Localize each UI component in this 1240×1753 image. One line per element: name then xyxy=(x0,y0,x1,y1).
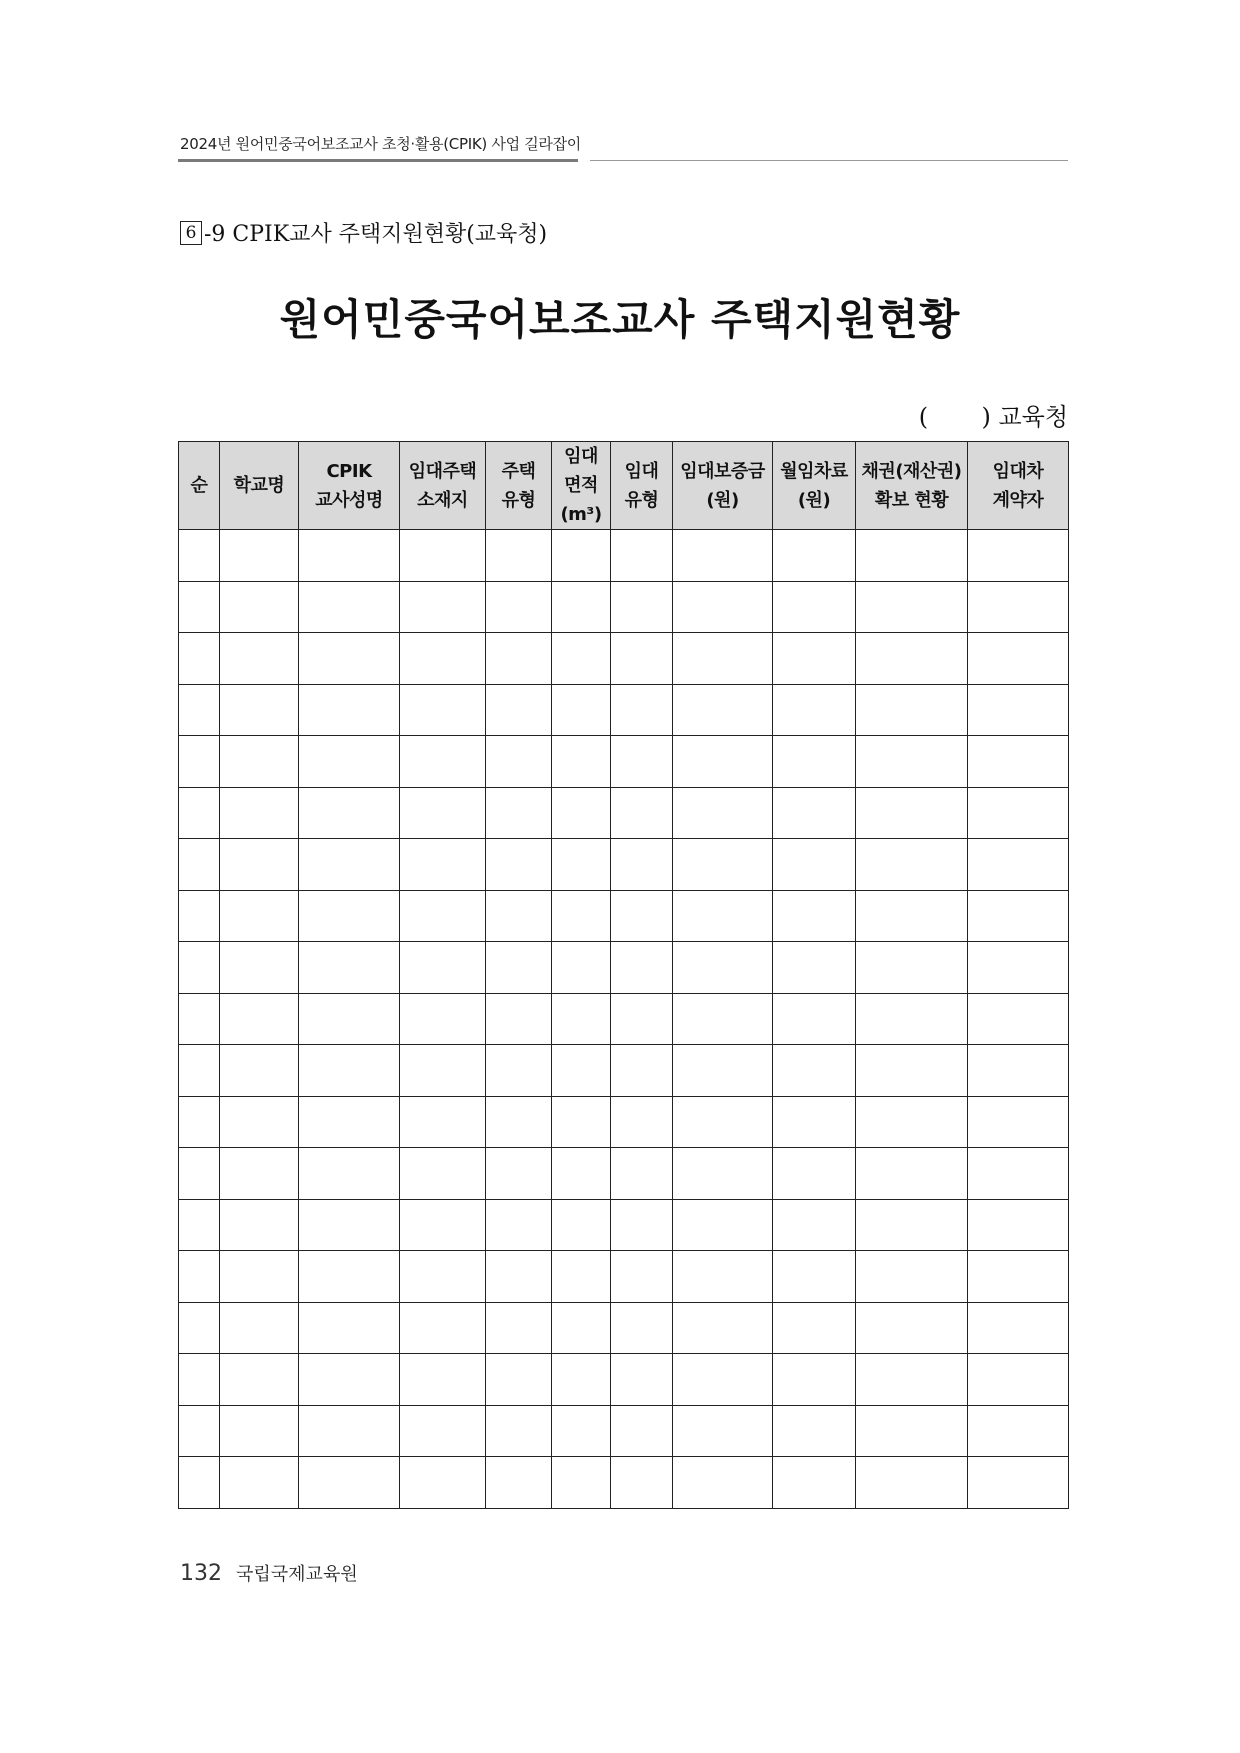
table-cell[interactable] xyxy=(773,1251,856,1303)
table-cell[interactable] xyxy=(486,684,552,736)
table-cell[interactable] xyxy=(773,1096,856,1148)
table-cell[interactable] xyxy=(856,1096,968,1148)
table-row xyxy=(179,1096,1069,1148)
header-cell-claim-security: 채권(재산권) 확보 현황 xyxy=(856,442,968,530)
table-cell[interactable] xyxy=(673,1251,773,1303)
table-cell[interactable] xyxy=(299,1251,400,1303)
table-cell[interactable] xyxy=(400,581,486,633)
table-cell[interactable] xyxy=(552,942,611,994)
table-cell[interactable] xyxy=(673,633,773,685)
table-cell[interactable] xyxy=(856,942,968,994)
table-cell[interactable] xyxy=(552,1096,611,1148)
header-cell-rental-type: 임대 유형 xyxy=(611,442,673,530)
table-cell[interactable] xyxy=(552,993,611,1045)
table-cell[interactable] xyxy=(299,942,400,994)
table-cell[interactable] xyxy=(856,787,968,839)
table-cell[interactable] xyxy=(220,1199,299,1251)
table-cell[interactable] xyxy=(968,787,1069,839)
table-cell[interactable] xyxy=(400,993,486,1045)
table-cell[interactable] xyxy=(220,787,299,839)
table-cell[interactable] xyxy=(400,942,486,994)
table-cell[interactable] xyxy=(611,736,673,788)
table-cell[interactable] xyxy=(773,633,856,685)
table-cell[interactable] xyxy=(486,1148,552,1200)
table-cell[interactable] xyxy=(673,839,773,891)
table-cell[interactable] xyxy=(486,890,552,942)
table-cell[interactable] xyxy=(299,1405,400,1457)
table-cell[interactable] xyxy=(220,1045,299,1097)
table-cell[interactable] xyxy=(552,1302,611,1354)
table-cell[interactable] xyxy=(552,1354,611,1406)
table-cell[interactable] xyxy=(220,890,299,942)
table-cell[interactable] xyxy=(400,736,486,788)
table-cell[interactable] xyxy=(773,890,856,942)
table-cell[interactable] xyxy=(773,839,856,891)
table-cell[interactable] xyxy=(299,1045,400,1097)
running-header-title: 2024년 원어민중국어보조교사 초청·활용(CPIK) 사업 길라잡이 xyxy=(180,135,581,153)
table-cell[interactable] xyxy=(179,942,220,994)
table-cell[interactable] xyxy=(611,839,673,891)
table-cell[interactable] xyxy=(773,1405,856,1457)
table-row xyxy=(179,1457,1069,1509)
table-cell[interactable] xyxy=(611,1302,673,1354)
table-cell[interactable] xyxy=(299,787,400,839)
table-cell[interactable] xyxy=(400,839,486,891)
table-cell[interactable] xyxy=(552,890,611,942)
table-cell[interactable] xyxy=(220,736,299,788)
table-cell[interactable] xyxy=(968,942,1069,994)
table-cell[interactable] xyxy=(220,1251,299,1303)
header-cell-housing-type: 주택 유형 xyxy=(486,442,552,530)
table-row xyxy=(179,993,1069,1045)
table-cell[interactable] xyxy=(220,530,299,582)
table-cell[interactable] xyxy=(400,1354,486,1406)
table-cell[interactable] xyxy=(968,1302,1069,1354)
table-row xyxy=(179,942,1069,994)
table-cell[interactable] xyxy=(673,787,773,839)
table-cell[interactable] xyxy=(220,1302,299,1354)
table-cell[interactable] xyxy=(773,1199,856,1251)
table-row xyxy=(179,581,1069,633)
table-cell[interactable] xyxy=(673,1302,773,1354)
table-cell[interactable] xyxy=(486,1457,552,1509)
table-cell[interactable] xyxy=(486,1199,552,1251)
table-cell[interactable] xyxy=(856,736,968,788)
table-cell[interactable] xyxy=(299,1199,400,1251)
table-cell[interactable] xyxy=(486,787,552,839)
table-cell[interactable] xyxy=(179,1045,220,1097)
table-cell[interactable] xyxy=(552,736,611,788)
table-cell[interactable] xyxy=(299,1096,400,1148)
table-cell[interactable] xyxy=(773,1457,856,1509)
table-cell[interactable] xyxy=(968,1251,1069,1303)
table-cell[interactable] xyxy=(968,993,1069,1045)
table-cell[interactable] xyxy=(611,1148,673,1200)
table-cell[interactable] xyxy=(299,1148,400,1200)
table-cell[interactable] xyxy=(611,1354,673,1406)
table-cell[interactable] xyxy=(611,1096,673,1148)
table-cell[interactable] xyxy=(773,736,856,788)
table-cell[interactable] xyxy=(968,736,1069,788)
table-cell[interactable] xyxy=(611,684,673,736)
table-cell[interactable] xyxy=(486,1251,552,1303)
table-cell[interactable] xyxy=(486,1045,552,1097)
table-cell[interactable] xyxy=(552,1199,611,1251)
table-cell[interactable] xyxy=(179,1251,220,1303)
table-cell[interactable] xyxy=(611,993,673,1045)
table-cell[interactable] xyxy=(673,581,773,633)
table-body xyxy=(179,530,1069,1509)
table-row xyxy=(179,530,1069,582)
header-cell-rental-address: 임대주택 소재지 xyxy=(400,442,486,530)
table-cell[interactable] xyxy=(220,684,299,736)
table-cell[interactable] xyxy=(773,1148,856,1200)
table-cell[interactable] xyxy=(179,993,220,1045)
table-cell[interactable] xyxy=(611,787,673,839)
table-cell[interactable] xyxy=(673,1354,773,1406)
table-cell[interactable] xyxy=(179,1405,220,1457)
table-row xyxy=(179,839,1069,891)
table-cell[interactable] xyxy=(968,1199,1069,1251)
table-cell[interactable] xyxy=(299,1302,400,1354)
table-cell[interactable] xyxy=(299,581,400,633)
table-cell[interactable] xyxy=(400,1199,486,1251)
table-cell[interactable] xyxy=(611,1405,673,1457)
table-cell[interactable] xyxy=(773,1302,856,1354)
table-cell[interactable] xyxy=(673,993,773,1045)
table-cell[interactable] xyxy=(968,1148,1069,1200)
table-row xyxy=(179,890,1069,942)
table-cell[interactable] xyxy=(400,1302,486,1354)
table-cell[interactable] xyxy=(856,1302,968,1354)
table-cell[interactable] xyxy=(673,684,773,736)
table-row xyxy=(179,1354,1069,1406)
table-cell[interactable] xyxy=(179,1148,220,1200)
table-cell[interactable] xyxy=(299,1354,400,1406)
table-cell[interactable] xyxy=(299,1457,400,1509)
table-row xyxy=(179,1148,1069,1200)
table-cell[interactable] xyxy=(179,1096,220,1148)
table-cell[interactable] xyxy=(299,993,400,1045)
table-row xyxy=(179,684,1069,736)
table-cell[interactable] xyxy=(552,684,611,736)
section-heading xyxy=(180,217,547,248)
header-cell-teacher-name: CPIK 교사성명 xyxy=(299,442,400,530)
table-cell[interactable] xyxy=(611,1045,673,1097)
table-row xyxy=(179,1405,1069,1457)
table-cell[interactable] xyxy=(856,581,968,633)
table-cell[interactable] xyxy=(552,839,611,891)
table-row xyxy=(179,633,1069,685)
table-cell[interactable] xyxy=(552,1457,611,1509)
table-cell[interactable] xyxy=(299,633,400,685)
table-cell[interactable] xyxy=(179,581,220,633)
table-cell[interactable] xyxy=(856,993,968,1045)
table-cell[interactable] xyxy=(179,839,220,891)
table-cell[interactable] xyxy=(179,1302,220,1354)
table-cell[interactable] xyxy=(220,1096,299,1148)
table-cell[interactable] xyxy=(673,1457,773,1509)
table-cell[interactable] xyxy=(486,581,552,633)
table-cell[interactable] xyxy=(400,787,486,839)
table-cell[interactable] xyxy=(673,1199,773,1251)
table-cell[interactable] xyxy=(552,1148,611,1200)
table-cell[interactable] xyxy=(220,581,299,633)
table-cell[interactable] xyxy=(179,1354,220,1406)
table-cell[interactable] xyxy=(673,942,773,994)
table-cell[interactable] xyxy=(773,530,856,582)
table-cell[interactable] xyxy=(773,1045,856,1097)
table-cell[interactable] xyxy=(552,581,611,633)
table-cell[interactable] xyxy=(486,942,552,994)
header-rule-thin xyxy=(590,160,1068,161)
table-cell[interactable] xyxy=(773,942,856,994)
table-cell[interactable] xyxy=(968,1045,1069,1097)
table-cell[interactable] xyxy=(856,1251,968,1303)
table-cell[interactable] xyxy=(611,1199,673,1251)
table-row xyxy=(179,1045,1069,1097)
table-cell[interactable] xyxy=(968,839,1069,891)
table-header-row xyxy=(179,442,1069,530)
table-cell[interactable] xyxy=(673,890,773,942)
table-cell[interactable] xyxy=(400,1148,486,1200)
table-row xyxy=(179,1251,1069,1303)
table-cell[interactable] xyxy=(552,633,611,685)
table-cell[interactable] xyxy=(299,839,400,891)
section-number-box: 6 xyxy=(180,221,202,245)
table-cell[interactable] xyxy=(400,1405,486,1457)
table-cell[interactable] xyxy=(856,530,968,582)
table-cell[interactable] xyxy=(486,633,552,685)
table-cell[interactable] xyxy=(220,633,299,685)
table-cell[interactable] xyxy=(299,890,400,942)
table-cell[interactable] xyxy=(400,633,486,685)
table-cell[interactable] xyxy=(968,530,1069,582)
table-cell[interactable] xyxy=(400,1251,486,1303)
header-cell-school: 학교명 xyxy=(220,442,299,530)
header-cell-deposit: 임대보증금 (원) xyxy=(673,442,773,530)
table-cell[interactable] xyxy=(968,1354,1069,1406)
table-cell[interactable] xyxy=(773,787,856,839)
table-cell[interactable] xyxy=(220,839,299,891)
table-cell[interactable] xyxy=(968,581,1069,633)
table-row xyxy=(179,1302,1069,1354)
header-rule xyxy=(178,159,578,162)
table-cell[interactable] xyxy=(400,1045,486,1097)
table-cell[interactable] xyxy=(220,942,299,994)
table-cell[interactable] xyxy=(486,1302,552,1354)
table-cell[interactable] xyxy=(486,736,552,788)
table-cell[interactable] xyxy=(856,684,968,736)
table-cell[interactable] xyxy=(400,1096,486,1148)
table-cell[interactable] xyxy=(220,1457,299,1509)
table-cell[interactable] xyxy=(856,633,968,685)
table-cell[interactable] xyxy=(179,736,220,788)
table-cell[interactable] xyxy=(673,736,773,788)
table-cell[interactable] xyxy=(968,1457,1069,1509)
table-cell[interactable] xyxy=(486,1354,552,1406)
table-cell[interactable] xyxy=(179,1457,220,1509)
table-cell[interactable] xyxy=(968,684,1069,736)
header-cell-monthly-rent: 월임차료 (원) xyxy=(773,442,856,530)
table-cell[interactable] xyxy=(673,530,773,582)
table-cell[interactable] xyxy=(400,684,486,736)
table-cell[interactable] xyxy=(611,581,673,633)
table-cell[interactable] xyxy=(220,1354,299,1406)
publisher-name: 국립국제교육원 xyxy=(236,1564,358,1585)
table-cell[interactable] xyxy=(856,1045,968,1097)
header-cell-rental-area: 임대 면적 (m³) xyxy=(552,442,611,530)
table-cell[interactable] xyxy=(400,530,486,582)
table-cell[interactable] xyxy=(486,993,552,1045)
table-cell[interactable] xyxy=(611,530,673,582)
page-footer xyxy=(180,1560,358,1586)
table-cell[interactable] xyxy=(299,684,400,736)
table-cell[interactable] xyxy=(856,839,968,891)
table-cell[interactable] xyxy=(611,942,673,994)
table-cell[interactable] xyxy=(611,1251,673,1303)
housing-support-table xyxy=(178,441,1069,1509)
table-cell[interactable] xyxy=(179,890,220,942)
table-cell[interactable] xyxy=(486,1405,552,1457)
table-cell[interactable] xyxy=(968,1405,1069,1457)
office-label: ( ) 교육청 xyxy=(918,403,1068,431)
table-cell[interactable] xyxy=(299,530,400,582)
table-cell[interactable] xyxy=(611,890,673,942)
table-cell[interactable] xyxy=(773,684,856,736)
table-cell[interactable] xyxy=(179,684,220,736)
table-row xyxy=(179,1199,1069,1251)
table-cell[interactable] xyxy=(486,1096,552,1148)
table-cell[interactable] xyxy=(552,530,611,582)
table-cell[interactable] xyxy=(856,1354,968,1406)
table-cell[interactable] xyxy=(968,633,1069,685)
section-heading-text: -9 CPIK교사 주택지원현황(교육청) xyxy=(204,222,548,247)
table-cell[interactable] xyxy=(856,1199,968,1251)
table-cell[interactable] xyxy=(673,1045,773,1097)
table-cell[interactable] xyxy=(400,1457,486,1509)
table-row xyxy=(179,787,1069,839)
table-cell[interactable] xyxy=(179,1199,220,1251)
table-cell[interactable] xyxy=(400,890,486,942)
table-cell[interactable] xyxy=(968,1096,1069,1148)
table-cell[interactable] xyxy=(220,1148,299,1200)
table-cell[interactable] xyxy=(486,839,552,891)
table-cell[interactable] xyxy=(486,530,552,582)
table-cell[interactable] xyxy=(673,1096,773,1148)
table-cell[interactable] xyxy=(179,633,220,685)
table-cell[interactable] xyxy=(552,1251,611,1303)
table-cell[interactable] xyxy=(179,530,220,582)
header-cell-lessee: 임대차 계약자 xyxy=(968,442,1069,530)
header-cell-seq: 순 xyxy=(179,442,220,530)
table-cell[interactable] xyxy=(552,1405,611,1457)
table-cell[interactable] xyxy=(773,1354,856,1406)
table-row xyxy=(179,736,1069,788)
table-cell[interactable] xyxy=(552,1045,611,1097)
table-cell[interactable] xyxy=(968,890,1069,942)
table-cell[interactable] xyxy=(856,1405,968,1457)
table-cell[interactable] xyxy=(773,993,856,1045)
table-cell[interactable] xyxy=(552,787,611,839)
table-cell[interactable] xyxy=(673,1405,773,1457)
table-cell[interactable] xyxy=(611,633,673,685)
table-cell[interactable] xyxy=(856,890,968,942)
table-cell[interactable] xyxy=(179,787,220,839)
table-cell[interactable] xyxy=(220,993,299,1045)
table-cell[interactable] xyxy=(856,1457,968,1509)
page-number: 132 xyxy=(180,1561,222,1586)
table-cell[interactable] xyxy=(773,581,856,633)
table-cell[interactable] xyxy=(220,1405,299,1457)
table-cell[interactable] xyxy=(611,1457,673,1509)
table-cell[interactable] xyxy=(856,1148,968,1200)
document-title: 원어민중국어보조교사 주택지원현황 xyxy=(279,295,961,344)
table-cell[interactable] xyxy=(673,1148,773,1200)
table-cell[interactable] xyxy=(299,736,400,788)
